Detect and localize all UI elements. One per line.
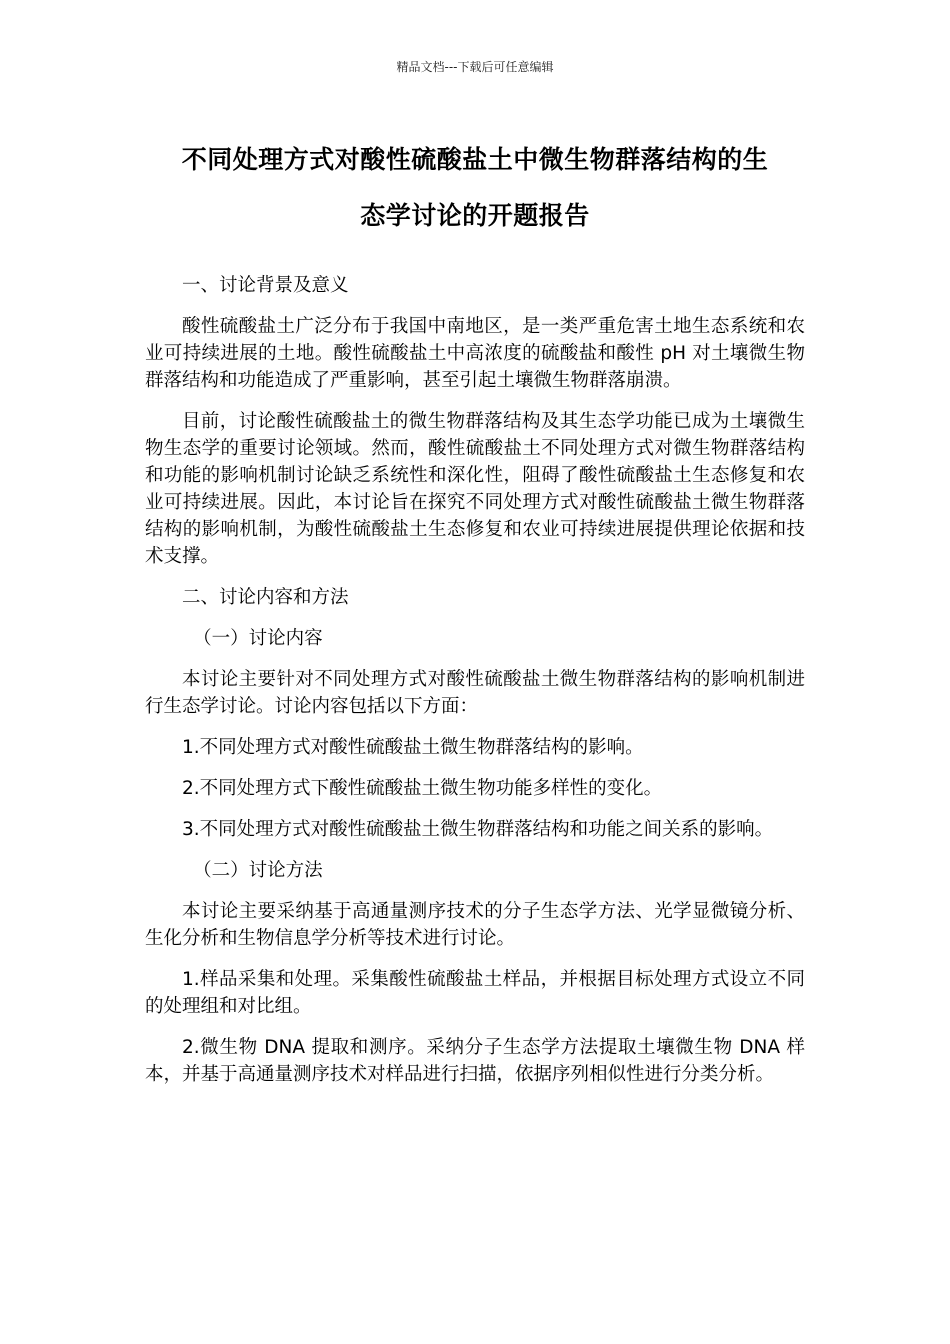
header-note: 精品文档---下载后可任意编辑 — [396, 60, 554, 74]
list-item: 1.样品采集和处理。采集酸性硫酸盐土样品，并根据目标处理方式设立不同的处理组和对比组。 — [145, 969, 805, 1017]
paragraph: 目前，讨论酸性硫酸盐土的微生物群落结构及其生态学功能已成为土壤微生物生态学的重要讨论领域。然而，酸性硫酸盐土不同处理方式对微生物群落结构和功能的影响机制讨论缺乏系统性和深化性，阻碍了酸性硫酸盐土生态修复和农业可持续进展。因此，本讨论旨在探究不同处理方式对酸性硫酸盐土微生物群落结构的影响机制，为酸性硫酸盐土生态修复和农业可持续进展提供理论依据和技术支撑。 — [145, 411, 805, 567]
list-item: 2.不同处理方式下酸性硫酸盐土微生物功能多样性的变化。 — [182, 778, 663, 799]
page-title-line-2: 态学讨论的开题报告 — [360, 201, 590, 230]
list-item: 3.不同处理方式对酸性硫酸盐土微生物群落结构和功能之间关系的影响。 — [182, 819, 774, 840]
list-item: 1.不同处理方式对酸性硫酸盐土微生物群落结构的影响。 — [182, 737, 644, 758]
section-2-heading: 二、讨论内容和方法 — [182, 587, 349, 608]
paragraph: 本讨论主要针对不同处理方式对酸性硫酸盐土微生物群落结构的影响机制进行生态学讨论。讨论内容包括以下方面： — [145, 669, 805, 717]
document-body — [145, 272, 805, 1102]
list-item: 2.微生物 DNA 提取和测序。采纳分子生态学方法提取土壤微生物 DNA 样本，并基于高通量测序技术对样品进行扫描，依据序列相似性进行分类分析。 — [145, 1037, 805, 1085]
subsection-heading: （二）讨论方法 — [193, 860, 323, 881]
section-1-heading: 一、讨论背景及意义 — [182, 275, 349, 296]
paragraph: 本讨论主要采纳基于高通量测序技术的分子生态学方法、光学显微镜分析、生化分析和生物信息学分析等技术进行讨论。 — [145, 901, 805, 949]
paragraph: 酸性硫酸盐土广泛分布于我国中南地区，是一类严重危害土地生态系统和农业可持续进展的土地。酸性硫酸盐土中高浓度的硫酸盐和酸性 pH 对土壤微生物群落结构和功能造成了严重影响，甚至引起土壤微生物群落崩溃。 — [145, 316, 805, 391]
page-title-line-1: 不同处理方式对酸性硫酸盐土中微生物群落结构的生 — [181, 145, 769, 174]
subsection-heading: （一）讨论内容 — [193, 628, 323, 649]
